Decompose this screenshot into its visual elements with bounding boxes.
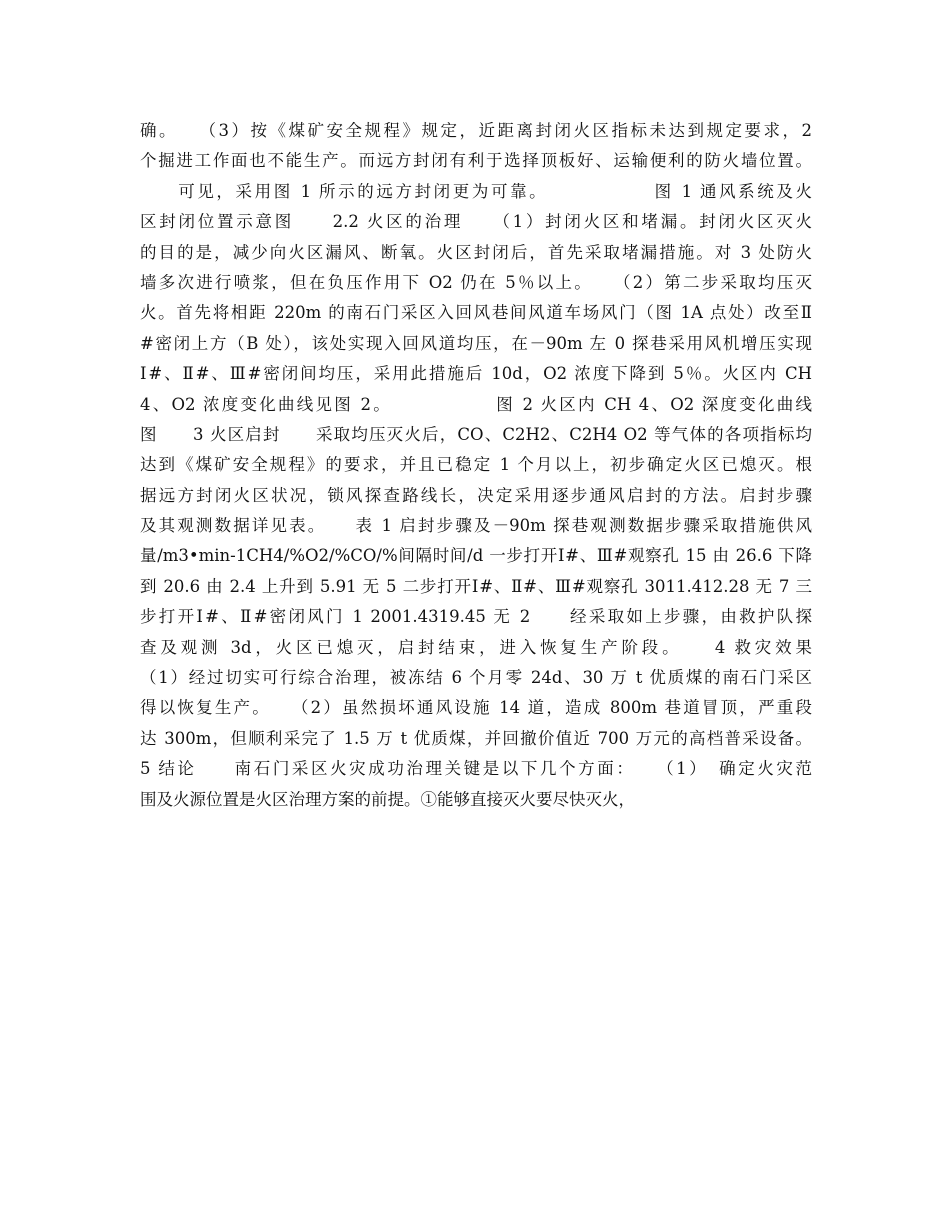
text-line-4: 区封闭位置示意图 2.2 火区的治理 （1）封闭火区和堵漏。封闭火区灭火 — [140, 212, 812, 232]
text-line-6: 墙多次进行喷浆，但在负压作用下 O2 仍在 5％以上。 （2）第二步采取均压灭 — [140, 272, 812, 292]
text-line-13: 据远方封闭火区状况，锁风探查路线长，决定采用逐步通风启封的方法。启封步骤 — [140, 485, 812, 505]
text-line-16: 到 20.6 由 2.4 上升到 5.91 无 5 二步打开Ⅰ#、Ⅱ#、Ⅲ#观察孔 3011.412.28 无 7 三 — [140, 576, 812, 596]
text-line-3: 可见，采用图 1 所示的远方封闭更为可靠。 图 1 通风系统及火 — [140, 181, 812, 201]
text-line-21: 达 300m，但顺利采完了 1.5 万 t 优质煤，并回撤价值近 700 万元的高档普采设备。 — [140, 728, 812, 748]
text-line-20: 得以恢复生产。 （2）虽然损坏通风设施 14 道，造成 800m 巷道冒顶，严重段 — [140, 698, 812, 718]
text-line-11: 图 3 火区启封 采取均压灭火后，CO、C2H2、C2H4 O2 等气体的各项指标均 — [140, 424, 812, 444]
text-line-22: 5 结论 南石门采区火灾成功治理关键是以下几个方面： （1） 确定火灾范 — [140, 759, 812, 779]
document-page — [140, 116, 812, 815]
text-line-15: 量/m3•min-1CH4/%O2/%CO/%间隔时间/d 一步打开Ⅰ#、Ⅲ#观察孔 15 由 26.6 下降 — [140, 546, 812, 566]
text-line-18: 查及观测 3d，火区已熄灭，启封结束，进入恢复生产阶段。 4 救灾效果 — [140, 637, 812, 657]
text-line-8: #密闭上方（B 处），该处实现入回风道均压，在－90m 左 0 探巷采用风机增压实现 — [140, 333, 812, 353]
text-line-9: Ⅰ#、Ⅱ#、Ⅲ#密闭间均压，采用此措施后 10d，O2 浓度下降到 5％。火区内 CH — [140, 364, 812, 384]
text-line-7: 火。首先将相距 220m 的南石门采区入回风巷间风道车场风门（图 1A 点处）改至Ⅱ — [140, 303, 812, 323]
text-line-10: 4、O2 浓度变化曲线见图 2。 图 2 火区内 CH 4、O2 深度变化曲线 — [140, 394, 812, 414]
text-line-1: 确。 （3）按《煤矿安全规程》规定，近距离封闭火区指标未达到规定要求，2 — [140, 121, 812, 140]
text-line-5: 的目的是，减少向火区漏风、断氧。火区封闭后，首先采取堵漏措施。对 3 处防火 — [140, 242, 812, 262]
text-line-23: 围及火源位置是火区治理方案的前提。①能够直接灭火要尽快灭火， — [140, 789, 635, 809]
text-line-17: 步打开Ⅰ#、Ⅱ#密闭风门 1 2001.4319.45 无 2 经采取如上步骤，由救护队探 — [140, 607, 812, 627]
text-line-2: 个掘进工作面也不能生产。而远方封闭有利于选择顶板好、运输便利的防火墙位置。 — [140, 151, 812, 171]
text-line-19: （1）经过切实可行综合治理，被冻结 6 个月零 24d、30 万 t 优质煤的南石门采区 — [140, 668, 812, 688]
text-line-12: 达到《煤矿安全规程》的要求，并且已稳定 1 个月以上，初步确定火区已熄灭。根 — [140, 455, 812, 475]
text-line-14: 及其观测数据详见表。 表 1 启封步骤及－90m 探巷观测数据步骤采取措施供风 — [140, 516, 812, 536]
